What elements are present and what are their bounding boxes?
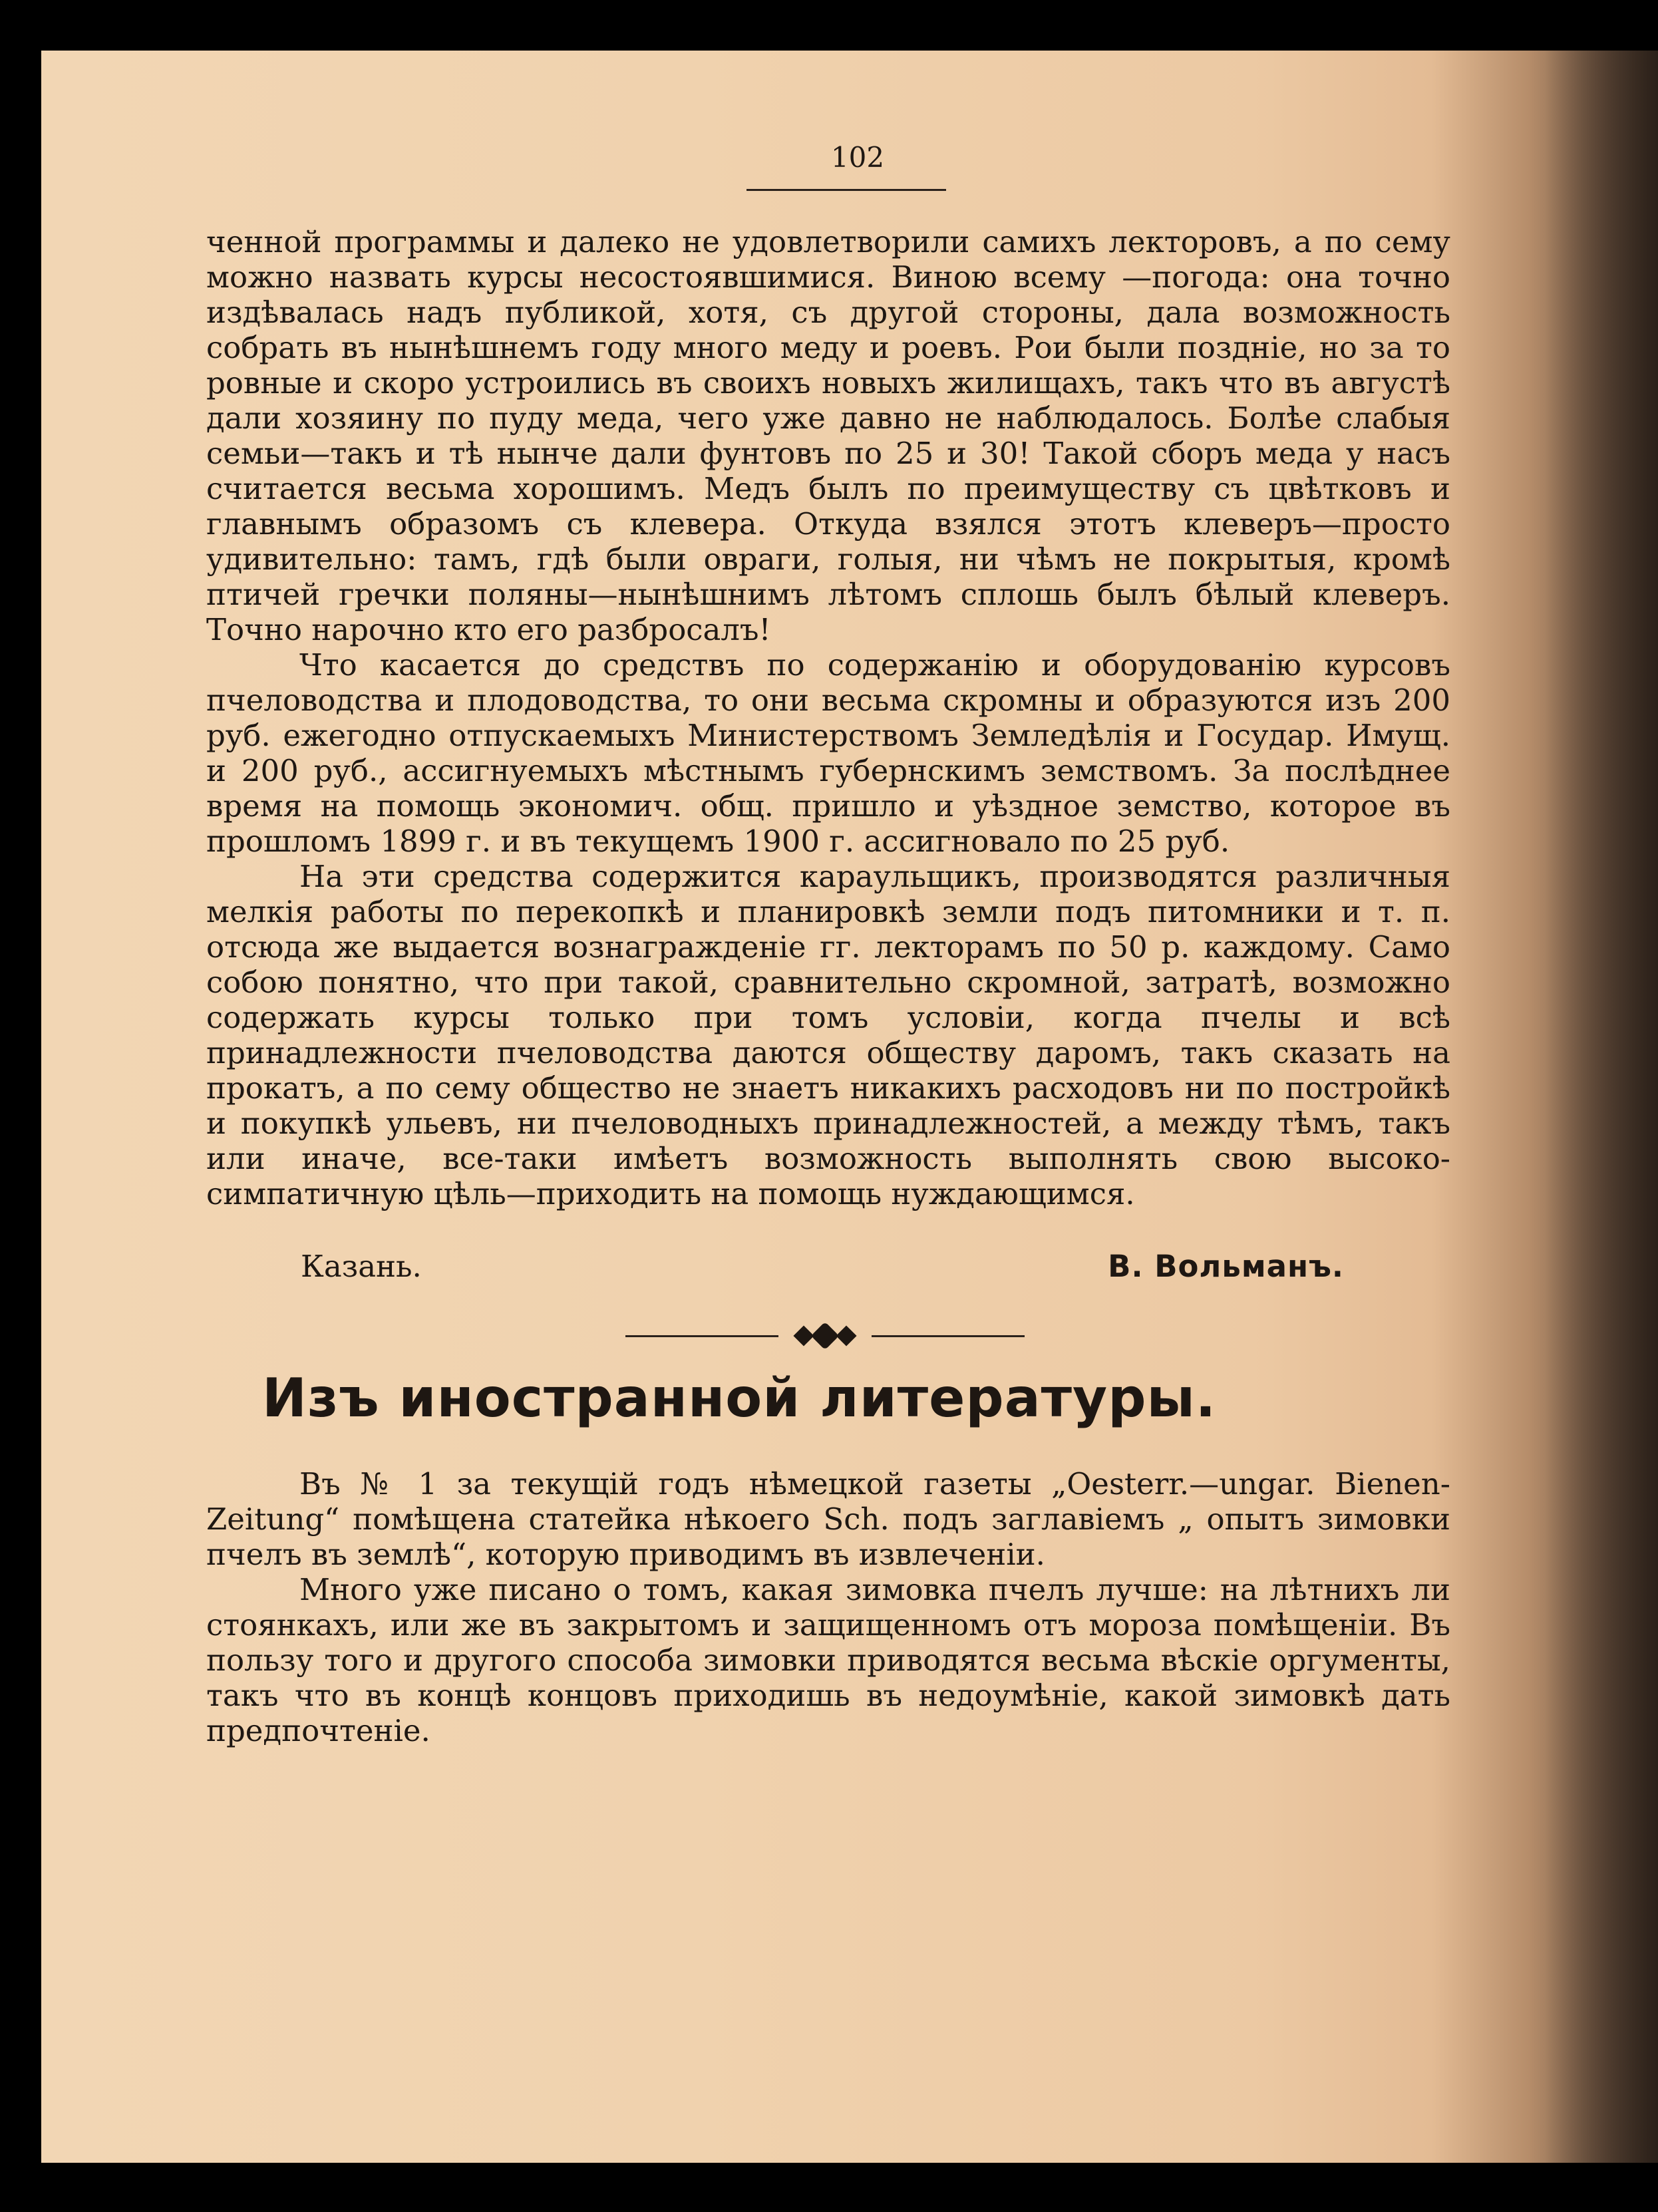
section-divider-ornament [625, 1323, 1025, 1349]
section-heading: Изъ иностранной литературы. [262, 1367, 1217, 1429]
ornament-line-right [872, 1335, 1025, 1337]
book-page [41, 51, 1658, 2163]
ornament-diamond-icon [793, 1325, 814, 1346]
signature-author: В. Вольманъ. [1108, 1249, 1344, 1284]
section-paragraph-1: Въ № 1 за текущій годъ нѣмецкой газеты „Oesterr.—ungar. Bienen-Zeitung“ помѣщена статейка нѣкоего Sch. подъ заглавіемъ „ опытъ зимовки пчелъ въ землѣ“, которую приводимъ въ извлеченіи. [206, 1466, 1450, 1572]
page-number-rule [746, 189, 946, 191]
ornament-diamond-icon [836, 1325, 856, 1346]
ornament-line-left [625, 1335, 778, 1337]
page-content [206, 141, 1450, 1748]
article-paragraph-1: ченной программы и далеко не удовлетворили самихъ лекторовъ, а по сему можно назвать курсы несостоявшимися. Виною всему —погода: она точно издѣвалась надъ публикой, хотя, съ другой стороны, дала возможность собрать въ нынѣшнемъ году много меду и роевъ. Рои были поздніе, но за то ровные и скоро устроились въ своихъ новыхъ жилищахъ, такъ что въ августѣ дали хозяину по пуду меда, чего уже давно не наблюдалось. Болѣе слабыя семьи—такъ и тѣ нынче дали фунтовъ по 25 и 30! Такой сборъ меда у насъ считается весьма хорошимъ. Медъ былъ по преимуществу съ цвѣтковъ и главнымъ образомъ съ клевера. Откуда взялся этотъ клеверъ—просто удивительно: тамъ, гдѣ были овраги, голыя, ни чѣмъ не покрытыя, кромѣ птичей гречки поляны—нынѣшнимъ лѣтомъ сплошь былъ бѣлый клеверъ. Точно нарочно кто его разбросалъ! [206, 224, 1450, 647]
article-signature [206, 1249, 1450, 1284]
section-paragraph-2: Много уже писано о томъ, какая зимовка пчелъ лучше: на лѣтнихъ ли стоянкахъ, или же въ закрытомъ и защищенномъ отъ мороза помѣщеніи. Въ пользу того и другого способа зимовки приводятся весьма вѣскіе оргументы, такъ что въ концѣ концовъ приходишь въ недоумѣніе, какой зимовкѣ дать предпочтеніе. [206, 1572, 1450, 1748]
article-paragraph-2: Что касается до средствъ по содержанію и оборудованію курсовъ пчеловодства и плодоводства, то они весьма скромны и образуются изъ 200 руб. ежегодно отпускаемыхъ Министерствомъ Земледѣлія и Государ. Имущ. и 200 руб., ассигнуемыхъ мѣстнымъ губернскимъ земствомъ. За послѣднее время на помощь экономич. общ. пришло и уѣздное земство, которое въ прошломъ 1899 г. и въ текущемъ 1900 г. ассигновало по 25 руб. [206, 647, 1450, 859]
page-number: 102 [830, 141, 885, 174]
page-gutter-shadow [1545, 51, 1658, 2163]
signature-place: Казань. [301, 1249, 422, 1284]
ornament-diamonds [778, 1323, 872, 1349]
article-paragraph-3: На эти средства содержится караульщикъ, производятся различныя мелкія работы по перекопкѣ и планировкѣ земли подъ питомники и т. п. отсюда же выдается вознагражденіе гг. лекторамъ по 50 р. каждому. Само собою понятно, что при такой, сравнительно скромной, затратѣ, возможно содержать курсы только при томъ условіи, когда пчелы и всѣ принадлежности пчеловодства даются обществу даромъ, такъ сказать на прокатъ, а по сему общество не знаетъ никакихъ расходовъ ни по постройкѣ и покупкѣ ульевъ, ни пчеловодныхъ принадлежностей, а между тѣмъ, такъ или иначе, все-таки имѣетъ возможность выполнять свою высоко-симпатичную цѣль—приходить на помощь нуждающимся. [206, 859, 1450, 1211]
ornament-diamond-icon [811, 1322, 839, 1350]
